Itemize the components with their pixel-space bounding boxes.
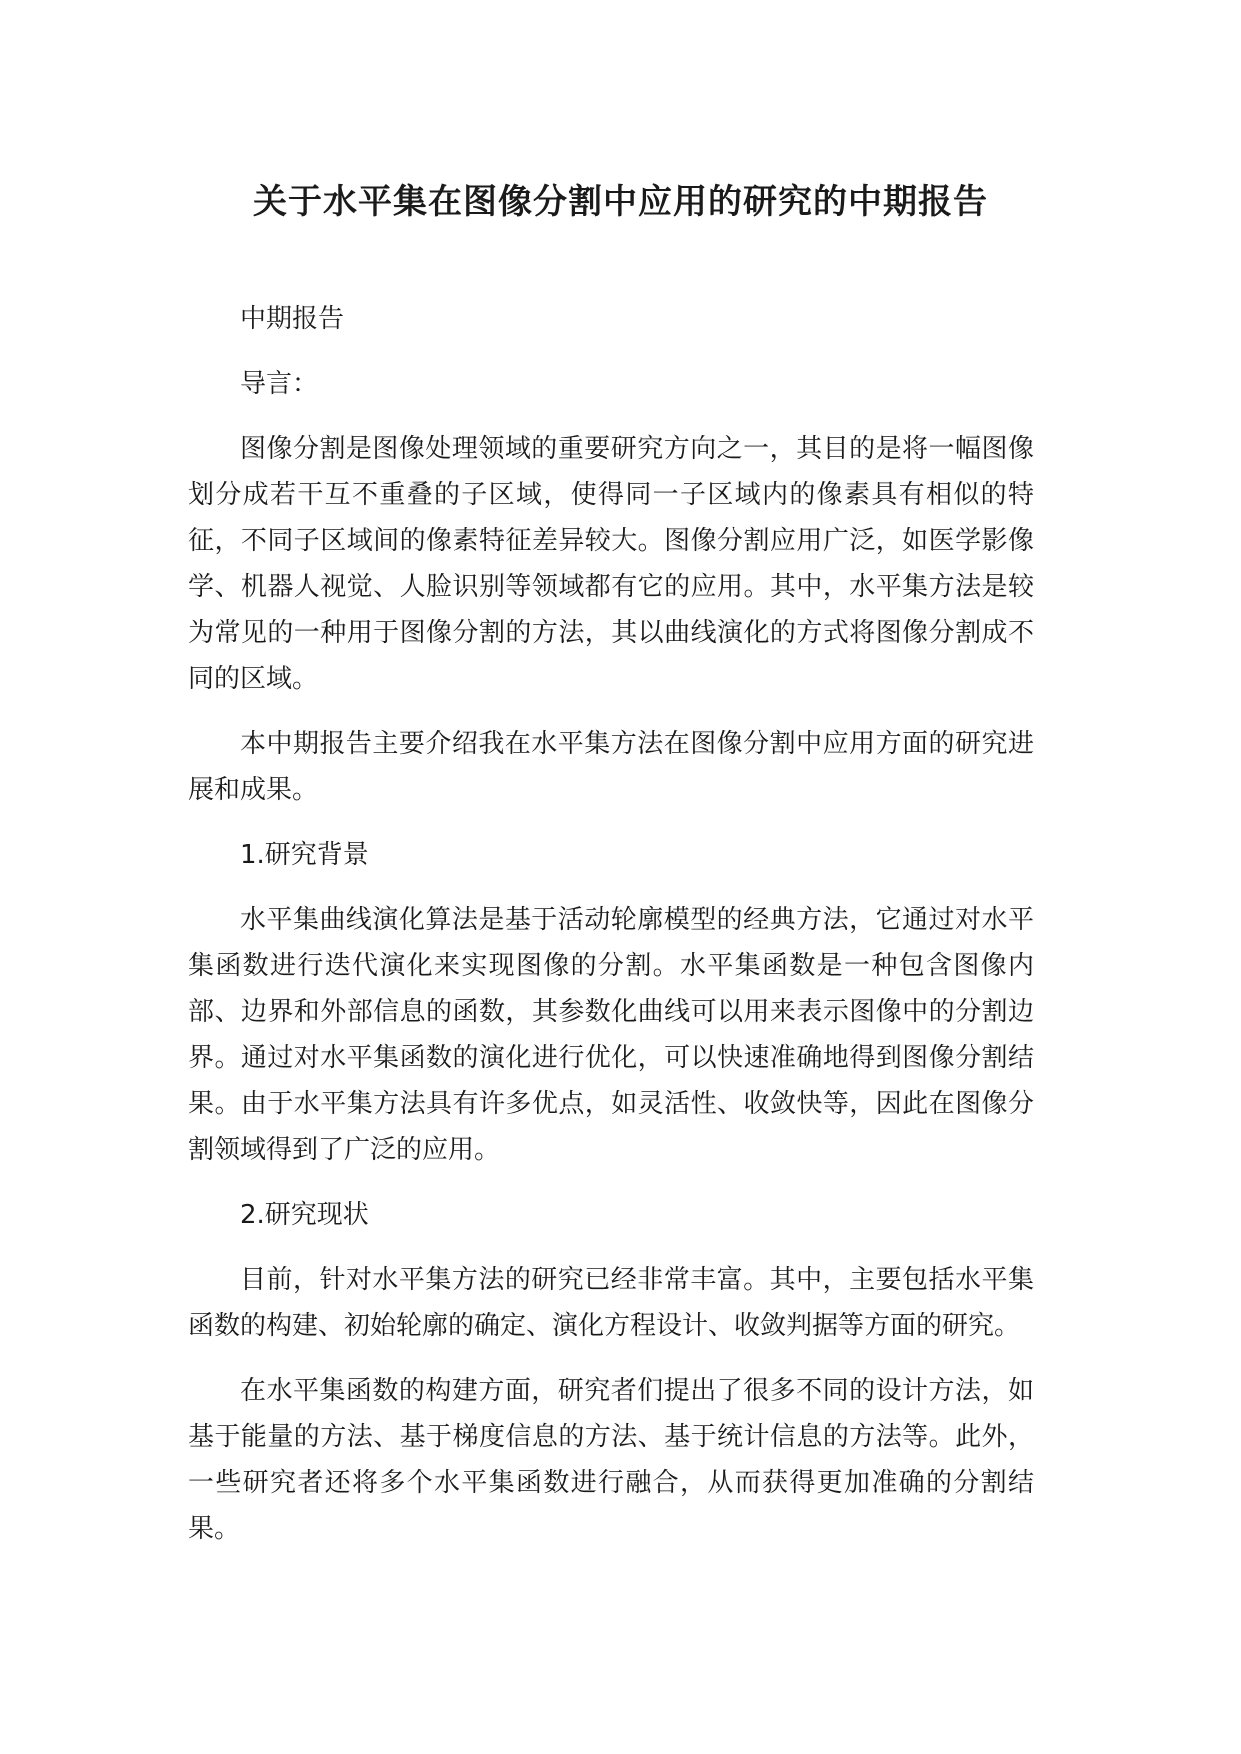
paragraph-intro-2: 本中期报告主要介绍我在水平集方法在图像分割中应用方面的研究进展和成果。 (188, 729, 1034, 805)
section-heading-background: 1.研究背景 (240, 840, 369, 870)
paragraph-intro-1: 图像分割是图像处理领域的重要研究方向之一，其目的是将一幅图像划分成若干互不重叠的子区域，使得同一子区域内的像素具有相似的特征，不同子区域间的像素特征差异较大。图像分割应用广泛，如医学影像学、机器人视觉、人脸识别等领域都有它的应用。其中，水平集方法是较为常见的一种用于图像分割的方法，其以曲线演化的方式将图像分割成不同的区域。 (188, 434, 1034, 694)
paragraph-background: 水平集曲线演化算法是基于活动轮廓模型的经典方法，它通过对水平集函数进行迭代演化来实现图像的分割。水平集函数是一种包含图像内部、边界和外部信息的函数，其参数化曲线可以用来表示图像中的分割边界。通过对水平集函数的演化进行优化，可以快速准确地得到图像分割结果。由于水平集方法具有许多优点，如灵活性、收敛快等，因此在图像分割领域得到了广泛的应用。 (188, 905, 1034, 1165)
section-label-intro: 导言： (240, 369, 319, 399)
document-body (188, 296, 1034, 1571)
document-title: 关于水平集在图像分割中应用的研究的中期报告 (253, 182, 988, 222)
paragraph-status-1: 目前，针对水平集方法的研究已经非常丰富。其中，主要包括水平集函数的构建、初始轮廓的确定、演化方程设计、收敛判据等方面的研究。 (188, 1265, 1034, 1341)
paragraph-status-2: 在水平集函数的构建方面，研究者们提出了很多不同的设计方法，如基于能量的方法、基于梯度信息的方法、基于统计信息的方法等。此外，一些研究者还将多个水平集函数进行融合，从而获得更加准确的分割结果。 (188, 1376, 1034, 1544)
section-label-midterm: 中期报告 (240, 304, 345, 334)
section-heading-status: 2.研究现状 (240, 1200, 369, 1230)
